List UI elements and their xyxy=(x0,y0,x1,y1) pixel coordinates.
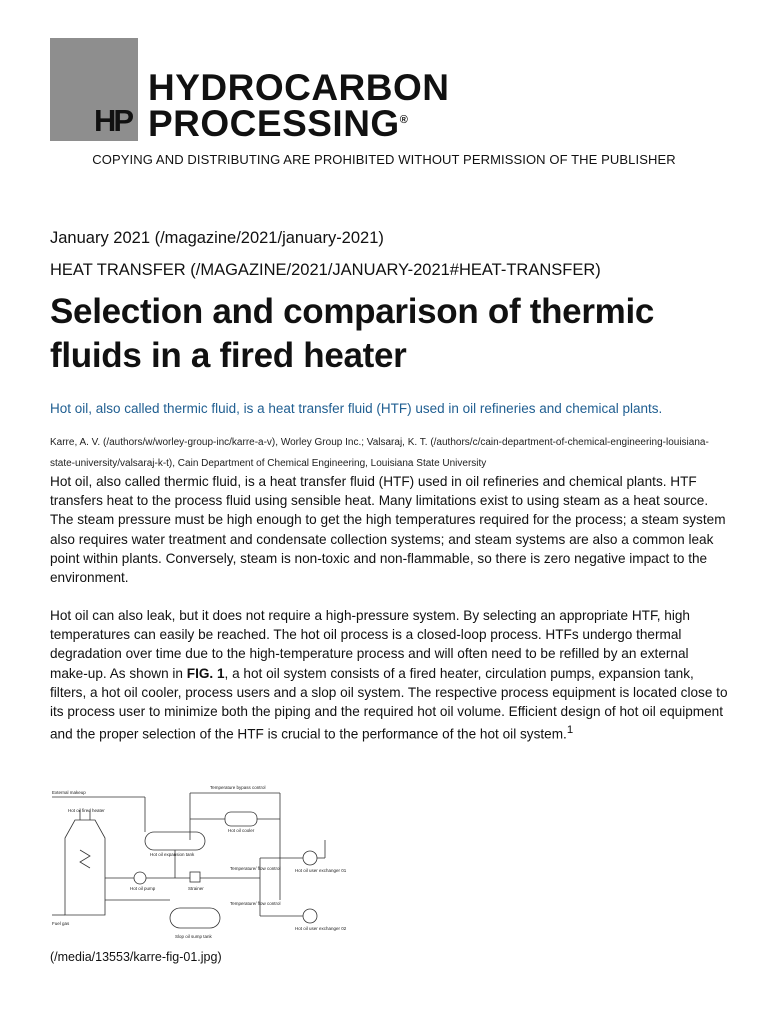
logo-line-1: HYDROCARBON xyxy=(148,67,450,108)
registered-mark: ® xyxy=(399,114,409,126)
article-lead: Hot oil, also called thermic fluid, is a heat transfer fluid (HTF) used in oil refineries and chemical plants. xyxy=(50,401,663,416)
label-slop-tank: Slop oil sump tank xyxy=(175,934,212,939)
logo-line-2: PROCESSING® xyxy=(148,103,409,144)
issue-link[interactable]: January 2021 (/magazine/2021/january-2021) xyxy=(50,229,384,247)
label-bypass: Temperature bypass control xyxy=(210,785,266,790)
label-cooler: Hot oil cooler xyxy=(228,828,255,833)
section-link[interactable]: HEAT TRANSFER (/MAGAZINE/2021/JANUARY-2021#HEAT-TRANSFER) xyxy=(50,261,601,279)
label-flow-control-1: Temperature/ flow control xyxy=(230,866,281,871)
label-strainer: Strainer xyxy=(188,886,204,891)
logo-mark: HP xyxy=(94,103,132,138)
figure-link[interactable]: (/media/13553/karre-fig-01.jpg) xyxy=(50,950,222,964)
label-pump: Hot oil pump xyxy=(130,886,156,891)
hot-oil-system-diagram[interactable] xyxy=(50,780,347,945)
body-paragraph-2 xyxy=(50,606,730,744)
body-paragraph-1: Hot oil, also called thermic fluid, is a heat transfer fluid (HTF) used in oil refineries and chemical plants. HTF transfers heat to the process fluid using sensible heat. Many limitations exist to using steam as a heat source. The steam pressure must be high enough to get the high temperatures required for the process; a steam system also requires water treatment and condensate collection systems; and steam systems are also a common leak point within plants. Conversely, steam is non-toxic and non-flammable, so there is zero negative impact to the environment. xyxy=(50,474,726,586)
author-line[interactable]: Karre, A. V. (/authors/w/worley-group-inc/karre-a-v), Worley Group Inc.; Valsaraj, K. T. (/authors/c/cain-department-of-chemical-engineering-louisiana-state-university/valsaraj-k-t), Cain Department of Chemical Engineering, Louisiana State University xyxy=(50,437,709,469)
footnote-ref[interactable]: 1 xyxy=(566,724,574,737)
label-external-makeup: External makeup xyxy=(52,790,86,795)
label-heater: Hot oil fired heater xyxy=(68,808,105,813)
label-user-2: Hot oil user exchanger 02 xyxy=(295,926,347,931)
article-title: Selection and comparison of thermic fluids in a fired heater xyxy=(50,292,655,375)
label-flow-control-2: Temperature/ flow control xyxy=(230,901,281,906)
copyright-notice: COPYING AND DISTRIBUTING ARE PROHIBITED WITHOUT PERMISSION OF THE PUBLISHER xyxy=(92,152,676,167)
label-user-1: Hot oil user exchanger 01 xyxy=(295,868,347,873)
logo-wordmark[interactable] xyxy=(148,67,450,144)
figure-reference: FIG. 1 xyxy=(186,665,225,681)
paragraph-2-text-b: , a hot oil system consists of a fired heater, circulation pumps, expansion tank, filters, a hot oil cooler, process users and a slop oil system. The respective process equipment is located close to its process user to minimize both the piping and the required hot oil volume. Efficient design of hot oil equipment and the proper selection of the HTF is crucial to the performance of the hot oil system. xyxy=(50,665,728,742)
paragraph-2-text-a: Hot oil can also leak, but it does not require a high-pressure system. By selecting an appropriate HTF, high temperatures can easily be reached. The hot oil process is a closed-loop process. HTFs undergo thermal degradation over time due to the high-temperature process and will often need to be refilled by an external make-up. As shown in xyxy=(50,608,690,681)
label-expansion-tank: Hot oil expansion tank xyxy=(150,852,195,857)
label-fuel-gas: Fuel gas xyxy=(52,921,70,926)
